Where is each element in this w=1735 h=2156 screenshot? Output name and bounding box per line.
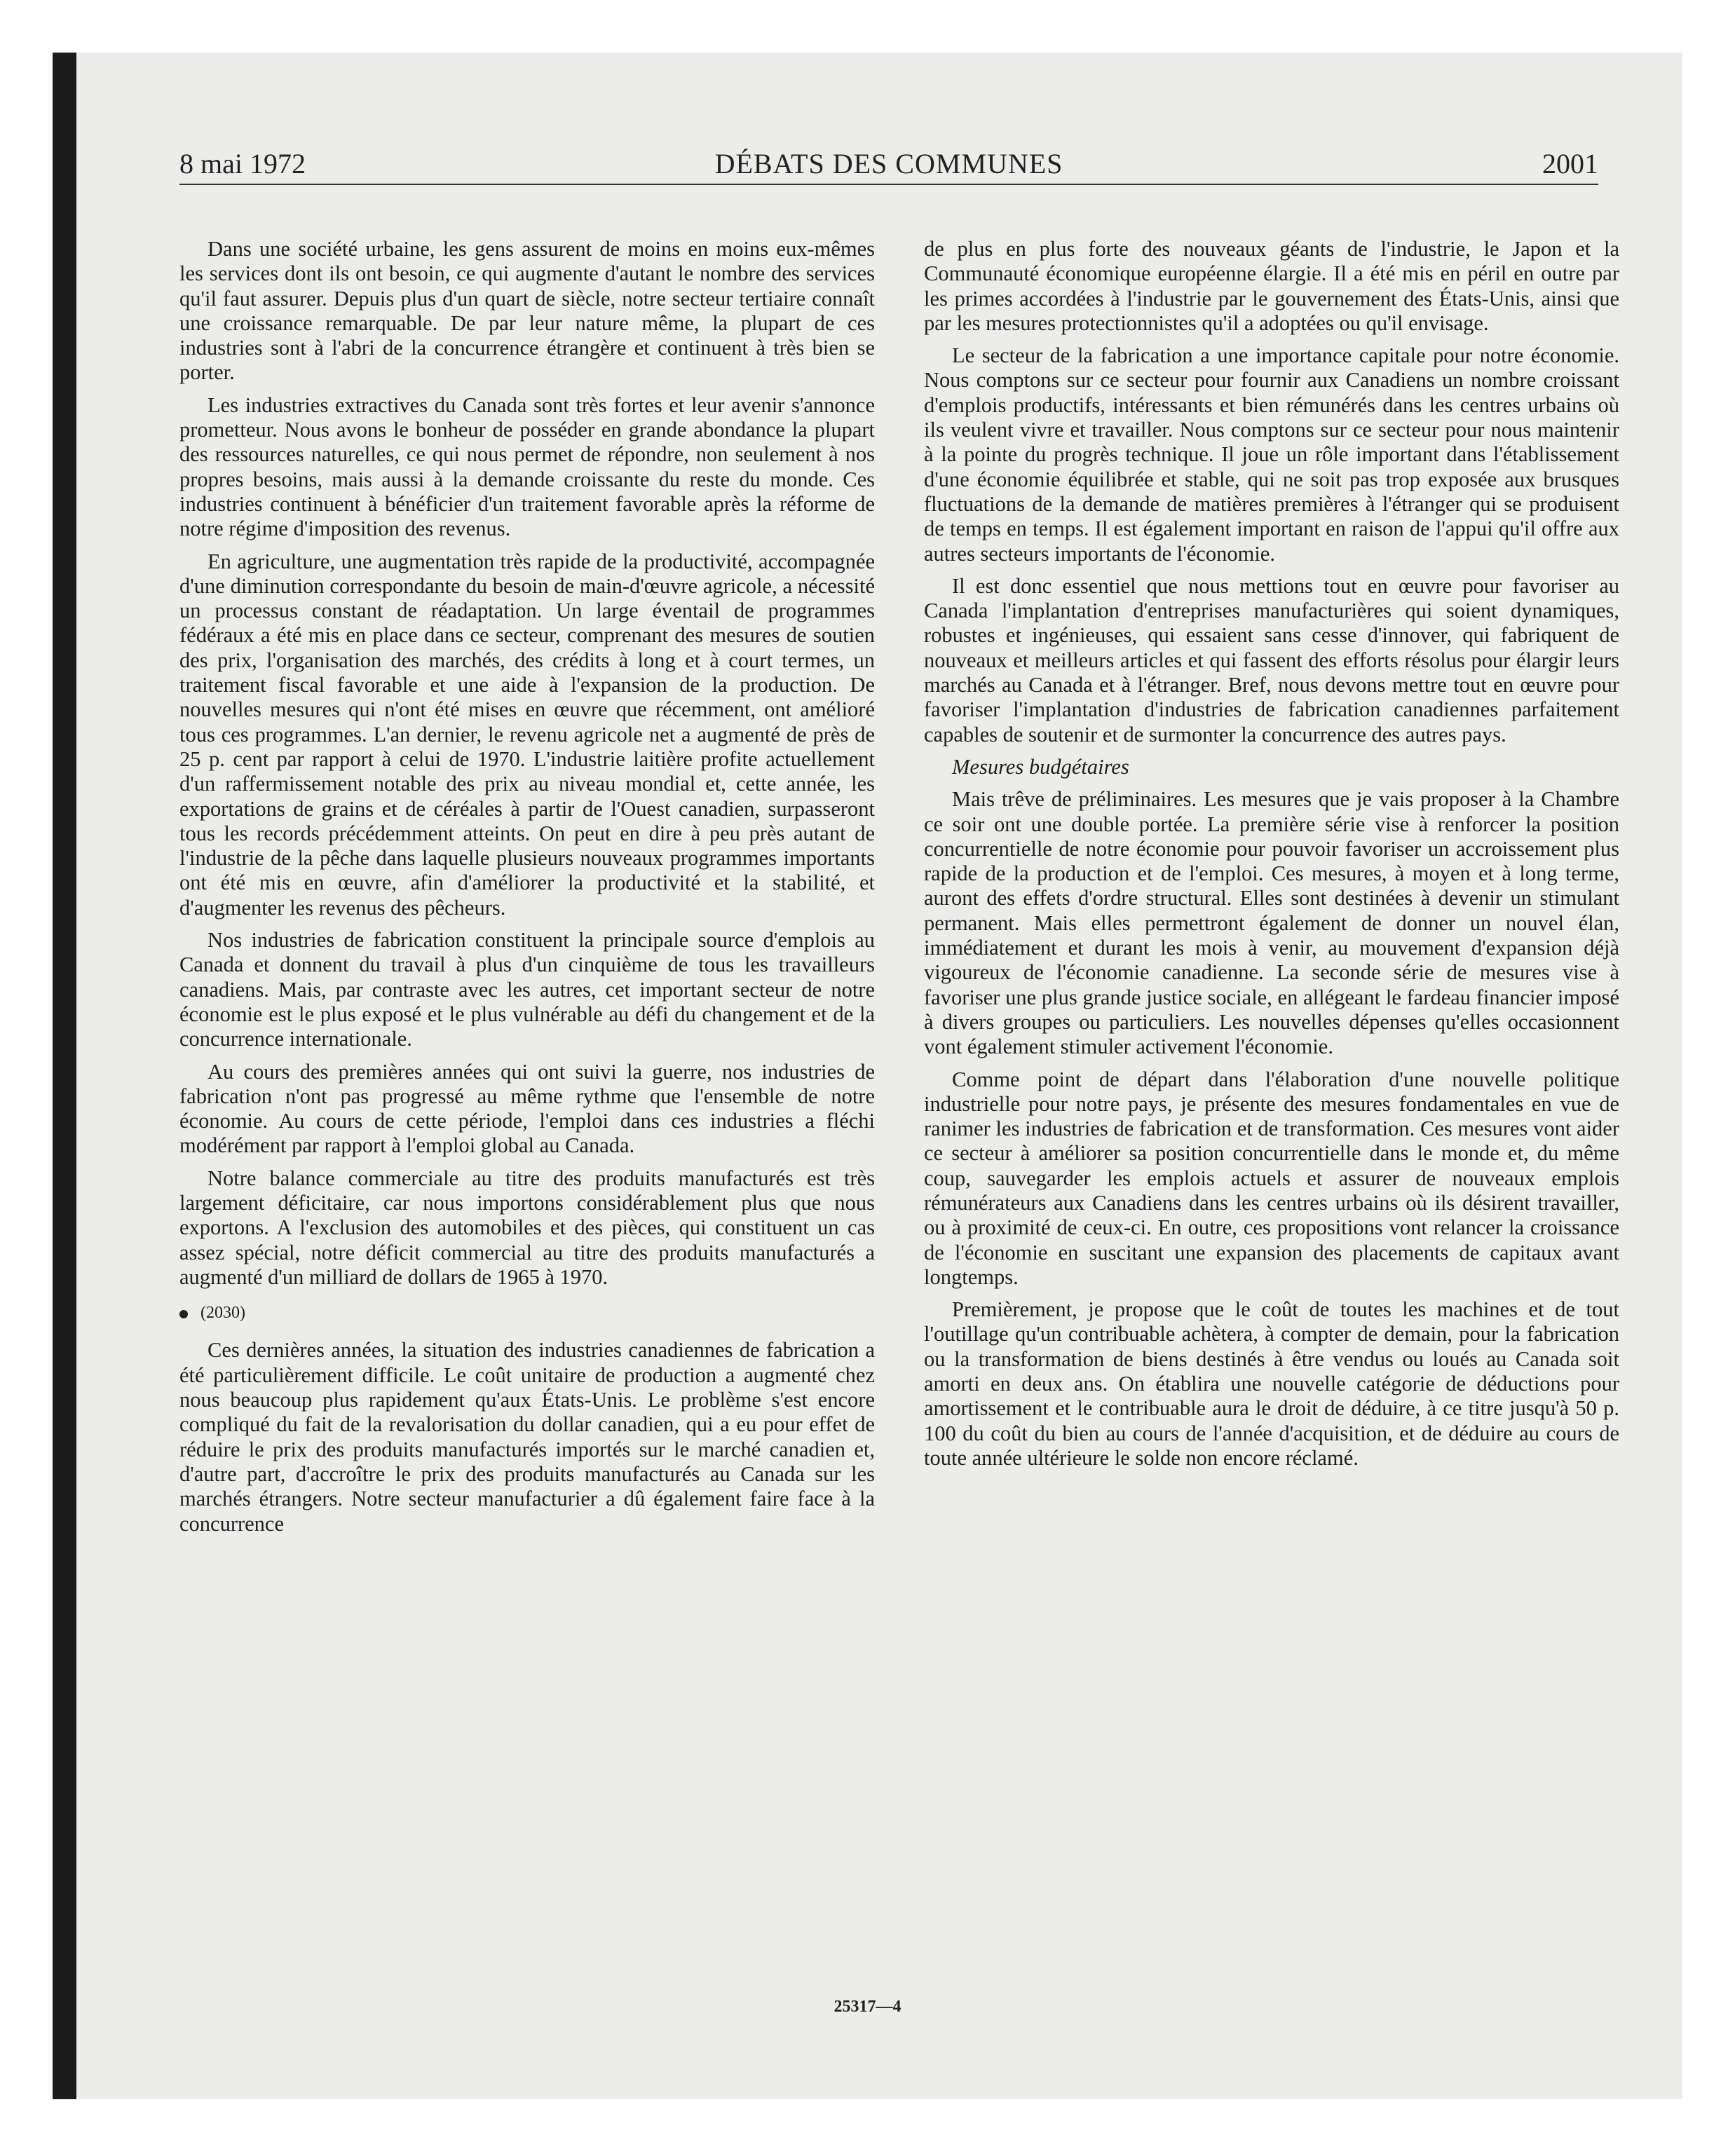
paragraph: de plus en plus forte des nouveaux géants de l'industrie, le Japon et la Communauté économique européenne élargie. Il a été mis en péril en outre par les primes accordées à l'industrie par le gouvernement des États-Unis, ainsi que par les mesures protectionnistes qu'il a adoptées ou qu'il envisage.: [924, 237, 1619, 335]
paragraph: En agriculture, une augmentation très rapide de la productivité, accompagnée d'une diminution correspondante du besoin de main-d'œuvre agricole, a nécessité un processus constant de réadaptation. Un large éventail de programmes fédéraux a été mis en place dans ce secteur, comprenant des mesures de soutien des prix, l'organisation des marchés, des crédits à long et à court termes, un traitement fiscal favorable et une aide à l'expansion de la production. De nouvelles mesures qui n'ont été mises en œuvre que récemment, ont amélioré tous ces programmes. L'an dernier, le revenu agricole net a augmenté de près de 25 p. cent par rapport à celui de 1970. L'industrie laitière profite actuellement d'un raffermissement notable des prix au niveau mondial et, cette année, les exportations de grains et de céréales à partir de l'Ouest canadien, surpasseront tous les records précédemment atteints. On peut en dire à peu près autant de l'industrie de la pêche dans laquelle plusieurs nouveaux programmes importants ont été mis en œuvre, afin d'améliorer la productivité et la stabilité, et d'augmenter les revenus des pêcheurs.: [179, 549, 875, 920]
paragraph: Les industries extractives du Canada sont très fortes et leur avenir s'annonce prometteur. Nous avons le bonheur de posséder en grande abondance la plupart des ressources naturelles, ce qui nous permet de répondre, non seulement à nos propres besoins, mais aussi à la demande croissante du reste du monde. Ces industries continuent à bénéficier d'un traitement favorable après la réforme de notre régime d'imposition des revenus.: [179, 393, 875, 541]
paragraph: Notre balance commerciale au titre des produits manufacturés est très largement déficitaire, car nous importons considérablement plus que nous exportons. A l'exclusion des automobiles et des pièces, qui constituent un cas assez spécial, notre déficit commercial au titre des produits manufacturés a augmenté d'un milliard de dollars de 1965 à 1970.: [179, 1166, 875, 1289]
page-footer-code: 25317—4: [834, 1998, 901, 2016]
page-header: [179, 147, 1598, 185]
paragraph: Premièrement, je propose que le coût de toutes les machines et de tout l'outillage qu'un contribuable achètera, à compter de demain, pour la fabrication ou la transformation de biens destinés à être vendus ou loués au Canada soit amorti en deux ans. On établira une nouvelle catégorie de déductions pour amortissement et le contribuable aura le droit de déduire, à ce titre jusqu'à 50 p. 100 du coût du bien au cours de l'année d'acquisition, et de déduire au cours de toute année ultérieure le solde non encore réclamé.: [924, 1297, 1619, 1470]
paragraph: Mais trêve de préliminaires. Les mesures que je vais proposer à la Chambre ce soir ont une double portée. La première série vise à renforcer la position concurrentielle de notre économie pour pouvoir favoriser un accroissement plus rapide de la production et de l'emploi. Ces mesures, à moyen et à long terme, auront des effets d'ordre structural. Elles sont destinées à devenir un stimulant permanent. Mais elles permettront également de donner un nouvel élan, immédiatement et durant les mois à venir, au mouvement d'expansion déjà vigoureux de l'économie canadienne. La seconde série de mesures vise à favoriser une plus grande justice sociale, en allégeant le fardeau financier imposé à divers groupes ou particuliers. Les nouvelles dépenses qu'elles occasionnent vont également stimuler activement l'économie.: [924, 787, 1619, 1059]
time-marker: [179, 1301, 875, 1325]
section-heading: Mesures budgétaires: [952, 754, 1129, 779]
paragraph: Dans une société urbaine, les gens assurent de moins en moins eux-mêmes les services dont ils ont besoin, ce qui augmente d'autant le nombre des services qu'il faut assurer. Depuis plus d'un quart de siècle, notre secteur tertiaire connaît une croissance remarquable. De par leur nature même, la plupart de ces industries sont à l'abri de la concurrence étrangère et continuent à très bien se porter.: [179, 237, 875, 385]
paragraph: Comme point de départ dans l'élaboration d'une nouvelle politique industrielle pour notre pays, je présente des mesures fondamentales en vue de ranimer les industries de fabrication et de transformation. Ces mesures vont aider ce secteur à améliorer sa position concurrentielle dans le monde et, du même coup, sauvegarder les emplois actuels et assurer de nouveaux emplois rémunérateurs aux Canadiens dans les centres urbains où ils désirent travailler, ou à proximité de ceux-ci. En outre, ces propositions vont relancer la croissance de l'économie en suscitant une expansion des placements de capitaux avant longtemps.: [924, 1067, 1619, 1289]
paragraph: Il est donc essentiel que nous mettions tout en œuvre pour favoriser au Canada l'implantation d'entreprises manufacturières qui soient dynamiques, robustes et ingénieuses, qui essaient sans cesse d'innover, qui fabriquent de nouveaux et meilleurs articles et qui fassent des efforts résolus pour élargir leurs marchés au Canada et à l'étranger. Bref, nous devons mettre tout en œuvre pour favoriser l'implantation d'industries de fabrication canadiennes parfaitement capables de soutenir et de surmonter la concurrence des autres pays.: [924, 573, 1619, 746]
bullet-icon: [179, 1310, 188, 1318]
scan-margin: [0, 0, 1735, 53]
paragraph: Ces dernières années, la situation des industries canadiennes de fabrication a été particulièrement difficile. Le coût unitaire de production a augmenté chez nous beaucoup plus rapidement qu'aux États-Unis. Le problème s'est encore compliqué du fait de la revalorisation du dollar canadien, qui a eu pour effet de réduire le prix des produits manufacturés importés sur le marché canadien et, d'autre part, d'accroître le prix des produits manufacturés au Canada sur les marchés étrangers. Notre secteur manufacturier a dû également faire face à la concurrence: [179, 1338, 875, 1536]
header-title: DÉBATS DES COMMUNES: [714, 148, 1063, 179]
right-column: [924, 237, 1619, 1478]
scan-binding-edge: [53, 53, 76, 2099]
paragraph: Au cours des premières années qui ont suivi la guerre, nos industries de fabrication n'ont pas progressé au même rythme que l'ensemble de notre économie. Au cours de cette période, l'emploi dans ces industries a fléchi modérément par rapport à l'emploi global au Canada.: [179, 1059, 875, 1158]
time-marker-label: (2030): [200, 1304, 245, 1323]
header-date: 8 mai 1972: [179, 148, 306, 179]
paragraph: Le secteur de la fabrication a une importance capitale pour notre économie. Nous comptons sur ce secteur pour fournir aux Canadiens un nombre croissant d'emplois productifs, intéressants et bien rémunérés dans les centres urbains où ils veulent vivre et travailler. Nous comptons sur ce secteur pour nous maintenir à la pointe du progrès technique. Il joue un rôle important dans l'établissement d'une économie équilibrée et stable, qui ne soit pas trop exposée aux brusques fluctuations de la demande de matières premières à l'étranger qui se produisent de temps en temps. Il est également important en raison de l'appui qu'il offre aux autres secteurs importants de l'économie.: [924, 343, 1619, 566]
left-column: [179, 237, 875, 1544]
paragraph: Nos industries de fabrication constituent la principale source d'emplois au Canada et donnent du travail à plus d'un cinquième de tous les travailleurs canadiens. Mais, par contraste avec les autres, cet important secteur de notre économie est le plus exposé et le plus vulnérable au défi du changement et de la concurrence internationale.: [179, 928, 875, 1051]
header-page-number: 2001: [1542, 148, 1598, 179]
